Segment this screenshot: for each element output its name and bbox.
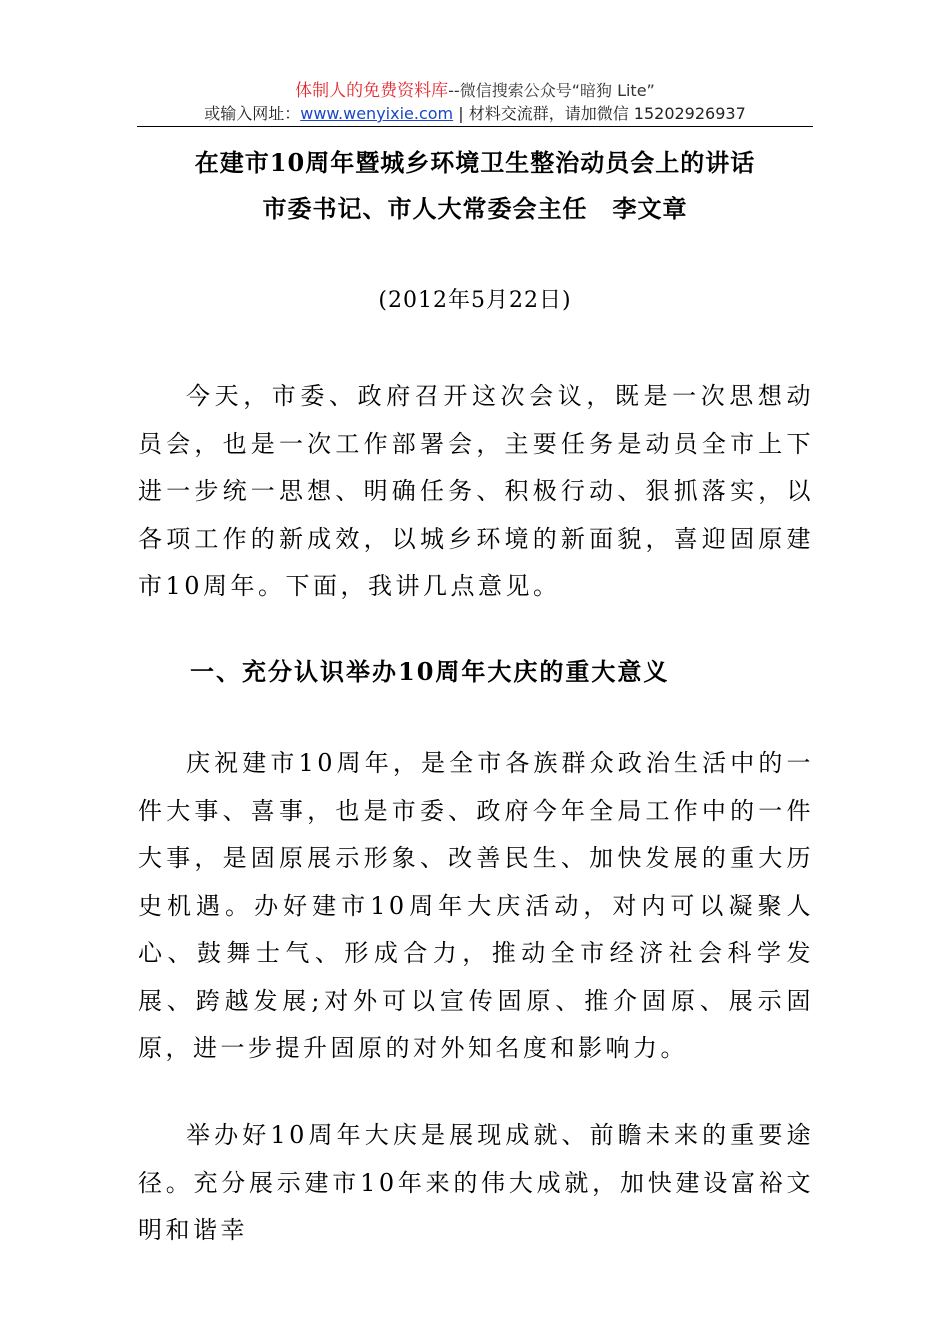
header-url-line [0, 103, 950, 125]
header-divider [137, 126, 813, 127]
header-promo-line [0, 80, 950, 102]
separator: | [453, 104, 469, 123]
paragraph-significance: 庆祝建市10周年，是全市各族群众政治生活中的一件大事、喜事，也是市委、政府今年全局工作中的一件大事，是固原展示形象、改善民生、加快发展的重大历史机遇。办好建市10周年大庆活动，对内可以凝聚人心、鼓舞士气、形成合力，推动全市经济社会科学发展、跨越发展;对外可以宣传固原、推介固原、展示固原，进一步提升固原的对外知名度和影响力。 [138, 749, 814, 1062]
paragraph-intro: 今天，市委、政府召开这次会议，既是一次思想动员会，也是一次工作部署会，主要任务是动员全市上下进一步统一思想、明确任务、积极行动、狠抓落实，以各项工作的新成效，以城乡环境的新面貌，喜迎固原建市10周年。下面，我讲几点意见。 [138, 382, 814, 600]
document-title: 在建市10周年暨城乡环境卫生整治动员会上的讲话 [194, 148, 756, 177]
speaker-line: 市委书记、市人大常委会主任 李文章 [262, 194, 688, 223]
url-prefix: 或输入网址： [204, 104, 301, 123]
paragraph-continuation: 举办好10周年大庆是展现成就、前瞻未来的重要途径。充分展示建市10年来的伟大成就，加快建设富裕文明和谐幸 [138, 1121, 814, 1244]
section-heading: 一、充分认识举办10周年大庆的重大意义 [190, 657, 670, 686]
document-date: (2012年5月22日) [378, 288, 572, 313]
wechat-search-text: --微信搜索公众号“暗狗 Lite” [448, 81, 655, 100]
website-link[interactable]: www.wenyixie.com [300, 104, 454, 123]
group-text: 材料交流群，请加微信 15202926937 [468, 104, 746, 123]
brand-name: 体制人的免费资料库 [295, 81, 449, 101]
